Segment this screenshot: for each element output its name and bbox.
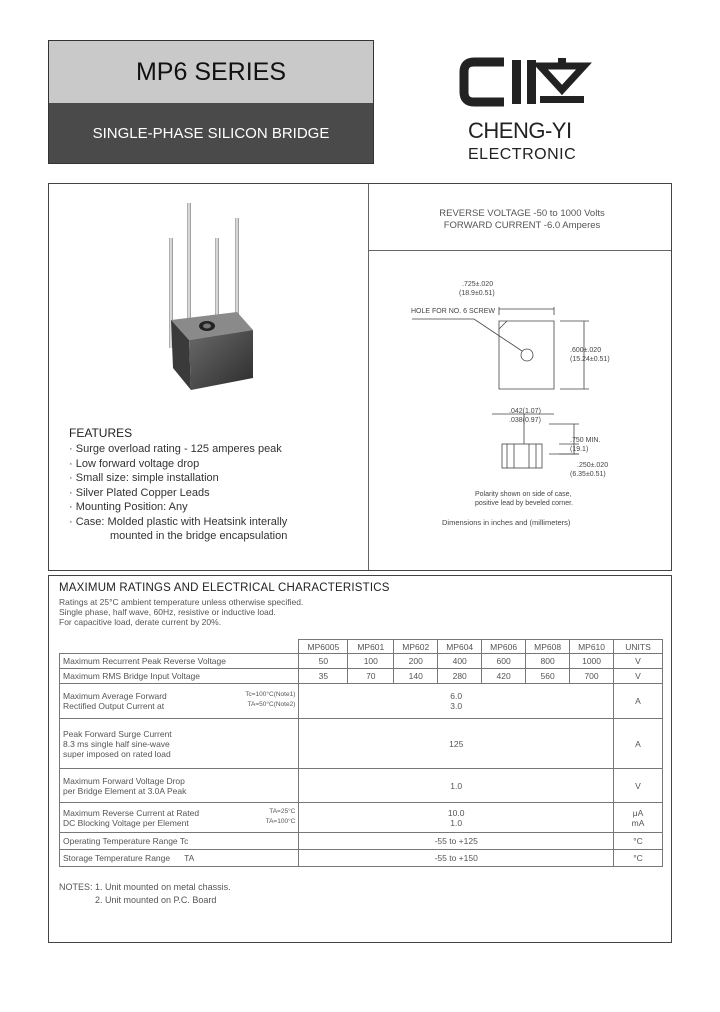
brand-name: CHENG-YI [468, 118, 572, 143]
feature-item: · Silver Plated Copper Leads [69, 487, 210, 499]
cell: 35 [299, 669, 348, 684]
logo-mark-icon [456, 54, 616, 114]
cell: 200 [394, 654, 438, 669]
cell: 280 [438, 669, 482, 684]
column-header: MP604 [438, 640, 482, 654]
ratings-table [59, 639, 663, 867]
row-label: Maximum RMS Bridge Input Voltage [60, 669, 299, 684]
column-header: MP6005 [299, 640, 348, 654]
cell: 1000 [570, 654, 614, 669]
ratings-heading: MAXIMUM RATINGS AND ELECTRICAL CHARACTERISTICS [59, 582, 390, 594]
units-note: Dimensions in inches and (millimeters) [442, 518, 571, 527]
unit-cell: °C [614, 850, 663, 867]
reverse-voltage-summary: REVERSE VOLTAGE -50 to 1000 Volts [439, 208, 605, 219]
row-label: Peak Forward Surge Current 8.3 ms single half sine-wave super imposed on rated load [60, 719, 299, 769]
column-header: MP602 [394, 640, 438, 654]
cell: -55 to +125 [299, 833, 614, 850]
features-heading: FEATURES [69, 426, 133, 440]
table-row [60, 803, 663, 833]
unit-cell: V [614, 669, 663, 684]
table-row [60, 769, 663, 803]
cell: -55 to +150 [299, 850, 614, 867]
horizontal-divider [368, 250, 671, 251]
feature-item: mounted in the bridge encapsulation [110, 530, 288, 542]
footnote: NOTES: 1. Unit mounted on metal chassis. [59, 882, 231, 892]
dim-min-length-mm: (19.1) [570, 446, 589, 453]
hole-label: HOLE FOR NO. 6 SCREW [411, 308, 496, 315]
product-overview-panel [48, 183, 672, 571]
title-box [48, 40, 374, 164]
cell: 1.0 [299, 769, 614, 803]
table-row [60, 719, 663, 769]
table-row [60, 654, 663, 669]
cell: 6.0 3.0 [299, 684, 614, 719]
row-label: Maximum Recurrent Peak Reverse Voltage [60, 654, 299, 669]
dim-height: .600±.020 [570, 347, 602, 354]
product-subtitle: SINGLE-PHASE SILICON BRIDGE [49, 103, 373, 163]
row-label: Maximum Forward Voltage Drop per Bridge Element at 3.0A Peak [60, 769, 299, 803]
feature-item: · Small size: simple installation [69, 472, 219, 484]
ratings-note: Ratings at 25°C ambient temperature unless otherwise specified. [59, 597, 304, 607]
feature-item: · Case: Molded plastic with Heatsink interally [69, 516, 288, 528]
polarity-note: positive lead by beveled corner. [475, 500, 574, 507]
brand-division: ELECTRONIC [468, 146, 577, 163]
polarity-note: Polarity shown on side of case, [475, 491, 572, 498]
column-header: MP610 [570, 640, 614, 654]
dim-lead-b: .038(0.97) [509, 417, 541, 424]
dim-width-mm: (18.9±0.51) [459, 290, 495, 297]
cell: 50 [299, 654, 348, 669]
series-title: MP6 SERIES [49, 41, 373, 104]
bridge-package-image [149, 198, 269, 394]
ratings-panel [48, 575, 672, 943]
dim-lead-a: .042(1.07) [509, 408, 541, 415]
forward-current-summary: FORWARD CURRENT -6.0 Amperes [443, 220, 601, 231]
column-header: UNITS [614, 640, 663, 654]
table-row [60, 850, 663, 867]
unit-cell: A [614, 719, 663, 769]
dim-width: .725±.020 [462, 281, 494, 288]
cell: 600 [482, 654, 526, 669]
dim-spacing: .250±.020 [577, 462, 609, 469]
feature-item: · Surge overload rating - 125 amperes peak [69, 443, 282, 455]
unit-cell: A [614, 684, 663, 719]
table-row [60, 684, 663, 719]
feature-item: · Low forward voltage drop [69, 458, 200, 470]
row-label: Operating Temperature Range Tc [60, 833, 299, 850]
footnote: 2. Unit mounted on P.C. Board [95, 895, 217, 905]
brand-logo [456, 54, 616, 170]
unit-cell: V [614, 769, 663, 803]
feature-item: · Mounting Position: Any [69, 501, 188, 513]
dim-min-length: .750 MIN. [570, 437, 601, 444]
row-label: Storage Temperature Range TA [60, 850, 299, 867]
unit-cell: °C [614, 833, 663, 850]
cell: 800 [526, 654, 570, 669]
unit-cell: V [614, 654, 663, 669]
table-header-row [60, 640, 663, 654]
column-header: MP608 [526, 640, 570, 654]
cell: 100 [348, 654, 394, 669]
cell: 560 [526, 669, 570, 684]
dim-spacing-mm: (6.35±0.51) [570, 471, 606, 478]
cell: 700 [570, 669, 614, 684]
cell: 10.0 1.0 [299, 803, 614, 833]
ratings-note: For capacitive load, derate current by 20%. [59, 617, 222, 627]
table-row [60, 669, 663, 684]
vertical-divider [368, 184, 369, 570]
column-header: MP606 [482, 640, 526, 654]
cell: 140 [394, 669, 438, 684]
cell: 70 [348, 669, 394, 684]
column-header: MP601 [348, 640, 394, 654]
cell: 125 [299, 719, 614, 769]
dim-height-mm: (15.24±0.51) [570, 356, 610, 363]
ratings-note: Single phase, half wave, 60Hz, resistive or inductive load. [59, 607, 276, 617]
row-label: Maximum Average Forward Tc=100°C(Note1) Rectified Output Current at TA=50°C(Note2) [60, 684, 299, 719]
table-row [60, 833, 663, 850]
unit-cell: μA mA [614, 803, 663, 833]
row-label: Maximum Reverse Current at Rated TA=25°C DC Blocking Voltage per Element TA=100°C [60, 803, 299, 833]
cell: 400 [438, 654, 482, 669]
cell: 420 [482, 669, 526, 684]
